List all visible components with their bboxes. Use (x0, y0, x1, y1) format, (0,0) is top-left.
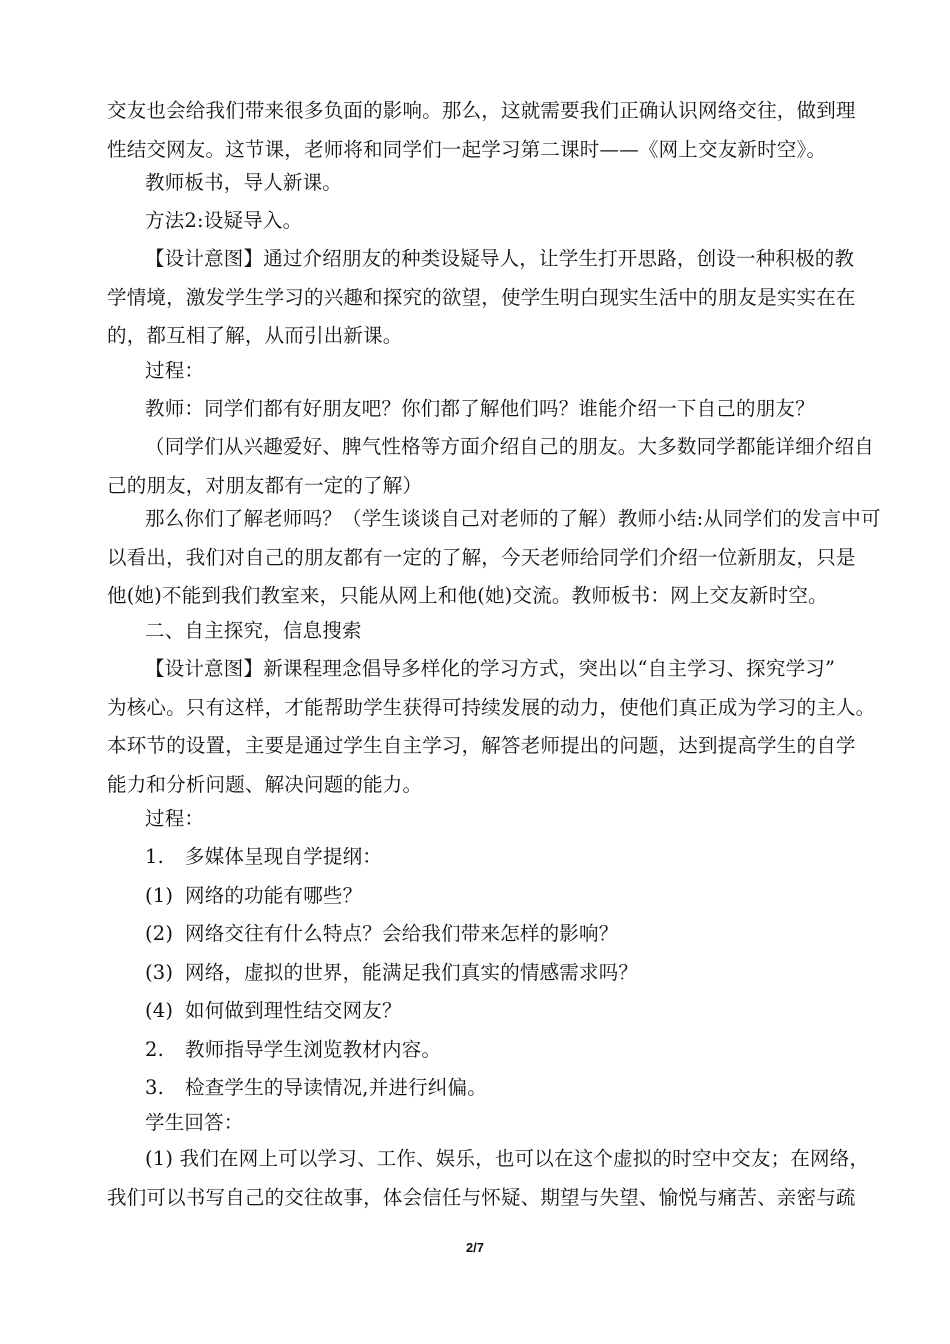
text-line: 我们可以书写自己的交往故事，体会信任与怀疑、期望与失望、愉悦与痛苦、亲密与疏 (107, 1185, 856, 1209)
paragraph-board-writing (107, 164, 847, 203)
list-item: (3) 网络，虚拟的世界，能满足我们真实的情感需求吗？ (145, 960, 639, 984)
text-line: 能力和分析问题、解决问题的能力。 (107, 772, 423, 796)
list-item: (1) 网络的功能有哪些？ (145, 883, 363, 907)
paragraph-teacher-question (107, 390, 847, 429)
text-line: 他(她)不能到我们教室来，只能从网上和他(她)交流。教师板书：网上交友新时空。 (107, 584, 828, 607)
text-line: 【设计意图】通过介绍朋友的种类设疑导人，让学生打开思路，创设一种积极的教 (145, 247, 855, 270)
list-item: 3. 检查学生的导读情况,并进行纠偏。 (145, 1076, 487, 1099)
paragraph-process-2 (107, 800, 847, 839)
page-number: 2/7 (465, 1240, 485, 1255)
paragraph-intro-continued (107, 92, 856, 169)
answer-number: (1) (145, 1147, 174, 1170)
paragraph-student-answer-label (107, 1104, 847, 1143)
paragraph-students-introduce (107, 428, 874, 505)
paragraph-design-intent-1 (107, 240, 856, 356)
list-item: 1. 多媒体呈现自学提纲： (145, 845, 383, 868)
text-line: 【设计意图】新课程理念倡导多样化的学习方式，突出以“自主学习、探究学习” (145, 657, 836, 680)
section-heading-2 (107, 612, 847, 651)
paragraph-student-answer-1 (107, 1140, 870, 1217)
text-line: 过程： (145, 359, 205, 382)
list-item: (2) 网络交往有什么特点？会给我们带来怎样的影响？ (145, 922, 619, 945)
text-line: 的，都互相了解，从而引出新课。 (107, 324, 403, 347)
text-line: （同学们从兴趣爱好、脾气性格等方面介绍自己的朋友。大多数同学都能详细介绍自 (145, 435, 874, 458)
paragraph-method-2 (107, 202, 847, 241)
paragraph-teacher-summary (107, 500, 881, 616)
text-line: 我们在网上可以学习、工作、娱乐，也可以在这个虚拟的时空中交友；在网络， (179, 1147, 870, 1170)
study-outline-list (107, 838, 847, 1108)
list-item: 2. 教师指导学生浏览教材内容。 (145, 1037, 442, 1061)
text-line: 为核心。只有这样，才能帮助学生获得可持续发展的动力，使他们真正成为学习的主人。 (107, 695, 876, 719)
text-line: 交友也会给我们带来很多负面的影响。那么，这就需要我们正确认识网络交往，做到理 (107, 99, 856, 122)
text-line: 性结交网友。这节课，老师将和同学们一起学习第二课时——《网上交友新时空》。 (107, 137, 827, 161)
text-line: 本环节的设置，主要是通过学生自主学习，解答老师提出的问题，达到提高学生的自学 (107, 734, 856, 757)
text-line: 过程： (145, 807, 205, 830)
text-line: 以看出，我们对自己的朋友都有一定的了解，今天老师给同学们介绍一位新朋友，只是 (107, 545, 856, 569)
paragraph-design-intent-2 (107, 650, 876, 804)
text-line: 己的朋友，对朋友都有一定的了解） (107, 473, 423, 497)
text-line: 那么你们了解老师吗？（学生谈谈自己对老师的了解）教师小结:从同学们的发言中可 (145, 507, 881, 530)
text-line: 教师板书，导人新课。 (145, 171, 343, 194)
text-line: 学生回答： (145, 1111, 244, 1134)
paragraph-process-1 (107, 352, 847, 391)
text-line: 教师：同学们都有好朋友吧？你们都了解他们吗？谁能介绍一下自己的朋友？ (145, 397, 815, 420)
text-line: 二、自主探究，信息搜索 (145, 619, 362, 642)
list-item: (4) 如何做到理性结交网友？ (145, 999, 402, 1022)
text-line: 方法2:设疑导入。 (145, 209, 303, 232)
text-line: 学情境，激发学生学习的兴趣和探究的欲望，使学生明白现实生活中的朋友是实实在在 (107, 285, 856, 309)
